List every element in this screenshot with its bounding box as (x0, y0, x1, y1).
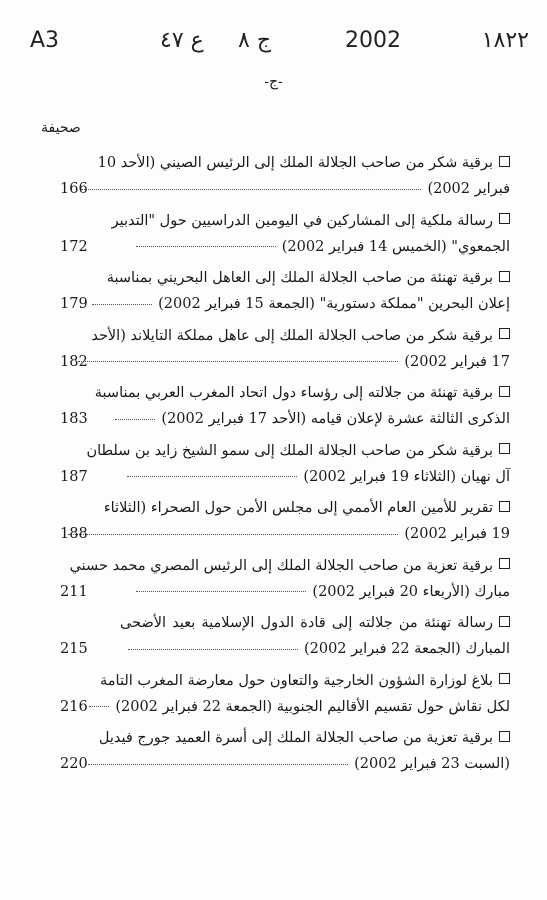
toc-entry-line2 (120, 234, 510, 260)
toc-entry-line1 (94, 380, 510, 406)
toc-page-number: 182 (60, 353, 88, 370)
toc-entry-line2 (120, 521, 510, 547)
dot-leader (68, 534, 398, 535)
toc-entry-line1 (91, 323, 510, 349)
toc-page-number: 179 (60, 296, 88, 312)
toc-page-number: 211 (60, 583, 88, 600)
toc-entry-title: برقية شكر من صاحب الجلالة الملك إلى سمو الشيخ زايد بن سلطان (86, 442, 493, 459)
table-of-contents (60, 150, 510, 783)
square-bullet-icon (499, 731, 510, 742)
toc-entry-title: برقية تهنئة من جلالته إلى رؤساء دول اتحاد المغرب العربي بمناسبة (94, 385, 493, 401)
handwritten-volume: ج ٨ (238, 28, 272, 53)
toc-entry-title: برقية شكر من صاحب الجلالة الملك إلى عاهل مملكة التايلاند (الأحد (91, 327, 493, 344)
toc-entry-title-cont: 19 فبراير 2002) (404, 526, 510, 542)
square-bullet-icon (499, 443, 510, 454)
square-bullet-icon (499, 386, 510, 397)
toc-entry-title: رسالة تهنئة من جلالته إلى قادة الدول الإسلامية بعيد الأضحى (120, 615, 493, 631)
dot-leader (81, 189, 421, 190)
toc-entry-line1 (97, 150, 510, 176)
toc-entry-title-cont: المبارك (الجمعة 22 فبراير 2002) (303, 641, 510, 657)
toc-page-number: 215 (60, 641, 88, 657)
toc-entry (60, 380, 510, 438)
toc-entry-title: تقرير للأمين العام الأممي إلى مجلس الأمن حول الصحراء (الثلاثاء (103, 500, 493, 516)
handwritten-issue: ع ٤٧ (160, 28, 204, 53)
toc-entry-line1 (86, 438, 510, 464)
page-letter: -ج- (264, 74, 283, 90)
toc-page-number: 183 (60, 411, 88, 427)
toc-entry-title-cont: الذكرى الثالثة عشرة لإعلان قيامه (الأحد 17 فبراير 2002) (161, 411, 510, 427)
page-column-header: صحيفة (41, 120, 81, 136)
dot-leader (78, 361, 398, 362)
dot-leader (127, 476, 297, 477)
toc-entry-title: برقية تهنئة من صاحب الجلالة الملك إلى العاهل البحريني بمناسبة (106, 270, 493, 286)
toc-entry-title: برقية تعزية من صاحب الجلالة الملك إلى الرئيس المصري محمد حسني (69, 557, 493, 574)
toc-entry-line2 (120, 579, 510, 605)
square-bullet-icon (499, 156, 510, 167)
handwritten-number-right: ١٨٢٢ (481, 28, 529, 53)
toc-entry-line2 (120, 751, 510, 777)
dot-leader (128, 649, 298, 650)
toc-entry-title-cont: 17 فبراير 2002) (404, 353, 510, 370)
toc-entry-title-cont: لكل نقاش حول تقسيم الأقاليم الجنوبية (الجمعة 22 فبراير 2002) (115, 698, 510, 715)
handwritten-code: A3 (30, 28, 60, 53)
toc-entry-line1 (99, 668, 510, 694)
toc-entry-line2 (120, 636, 510, 662)
square-bullet-icon (499, 271, 510, 282)
toc-entry-line2 (115, 694, 510, 720)
square-bullet-icon (499, 673, 510, 684)
toc-entry (60, 495, 510, 553)
toc-page-number: 188 (60, 526, 88, 542)
dot-leader (136, 246, 276, 247)
dot-leader (88, 764, 348, 765)
square-bullet-icon (499, 616, 510, 627)
toc-entry-title-cont: إعلان البحرين "مملكة دستورية" (الجمعة 15 فبراير 2002) (158, 296, 510, 312)
dot-leader (115, 419, 155, 420)
toc-page-number: 220 (60, 756, 88, 772)
toc-entry-title-cont: الجمعوي" (الخميس 14 فبراير 2002) (281, 238, 510, 255)
toc-entry-line2 (120, 349, 510, 375)
toc-entry-line1 (103, 495, 510, 521)
toc-entry-title: بلاغ لوزارة الشؤون الخارجية والتعاون حول معارضة المغرب التامة (99, 672, 493, 689)
toc-entry-line1 (106, 265, 510, 291)
toc-entry-line1 (69, 553, 510, 579)
toc-page-number: 166 (60, 181, 88, 197)
toc-page-number: 172 (60, 238, 88, 255)
toc-entry (60, 725, 510, 783)
square-bullet-icon (499, 501, 510, 512)
toc-entry-line1 (111, 208, 510, 234)
toc-entry (60, 265, 510, 323)
toc-entry-title: برقية تعزية من صاحب الجلالة الملك إلى أسرة العميد جورج فيديل (98, 730, 493, 746)
toc-entry (60, 438, 510, 496)
toc-entry-title: برقية شكر من صاحب الجلالة الملك إلى الرئيس الصيني (الأحد 10 (97, 155, 493, 171)
handwritten-year: 2002 (345, 28, 401, 53)
toc-entry (60, 323, 510, 381)
toc-entry (60, 208, 510, 266)
square-bullet-icon (499, 213, 510, 224)
toc-entry-title-cont: آل نهيان (الثلاثاء 19 فبراير 2002) (303, 468, 510, 485)
toc-entry-line1 (98, 725, 510, 751)
toc-entry-line1 (120, 610, 510, 636)
square-bullet-icon (499, 328, 510, 339)
toc-page-number: 216 (60, 698, 88, 715)
toc-entry-title-cont: مبارك (الأربعاء 20 فبراير 2002) (312, 583, 510, 600)
square-bullet-icon (499, 558, 510, 569)
toc-entry (60, 553, 510, 611)
toc-entry-title-cont: فبراير 2002) (427, 181, 510, 197)
toc-entry (60, 150, 510, 208)
toc-entry-line2 (120, 464, 510, 490)
toc-entry (60, 610, 510, 668)
toc-entry-title-cont: (السبت 23 فبراير 2002) (354, 756, 510, 772)
toc-entry-title: رسالة ملكية إلى المشاركين في اليومين الدراسيين حول "التدبير (111, 212, 493, 229)
toc-entry-line2 (120, 176, 510, 202)
dot-leader (136, 591, 306, 592)
toc-page-number: 187 (60, 468, 88, 485)
toc-entry-line2 (120, 406, 510, 432)
toc-entry (60, 668, 510, 726)
toc-entry-line2 (120, 291, 510, 317)
